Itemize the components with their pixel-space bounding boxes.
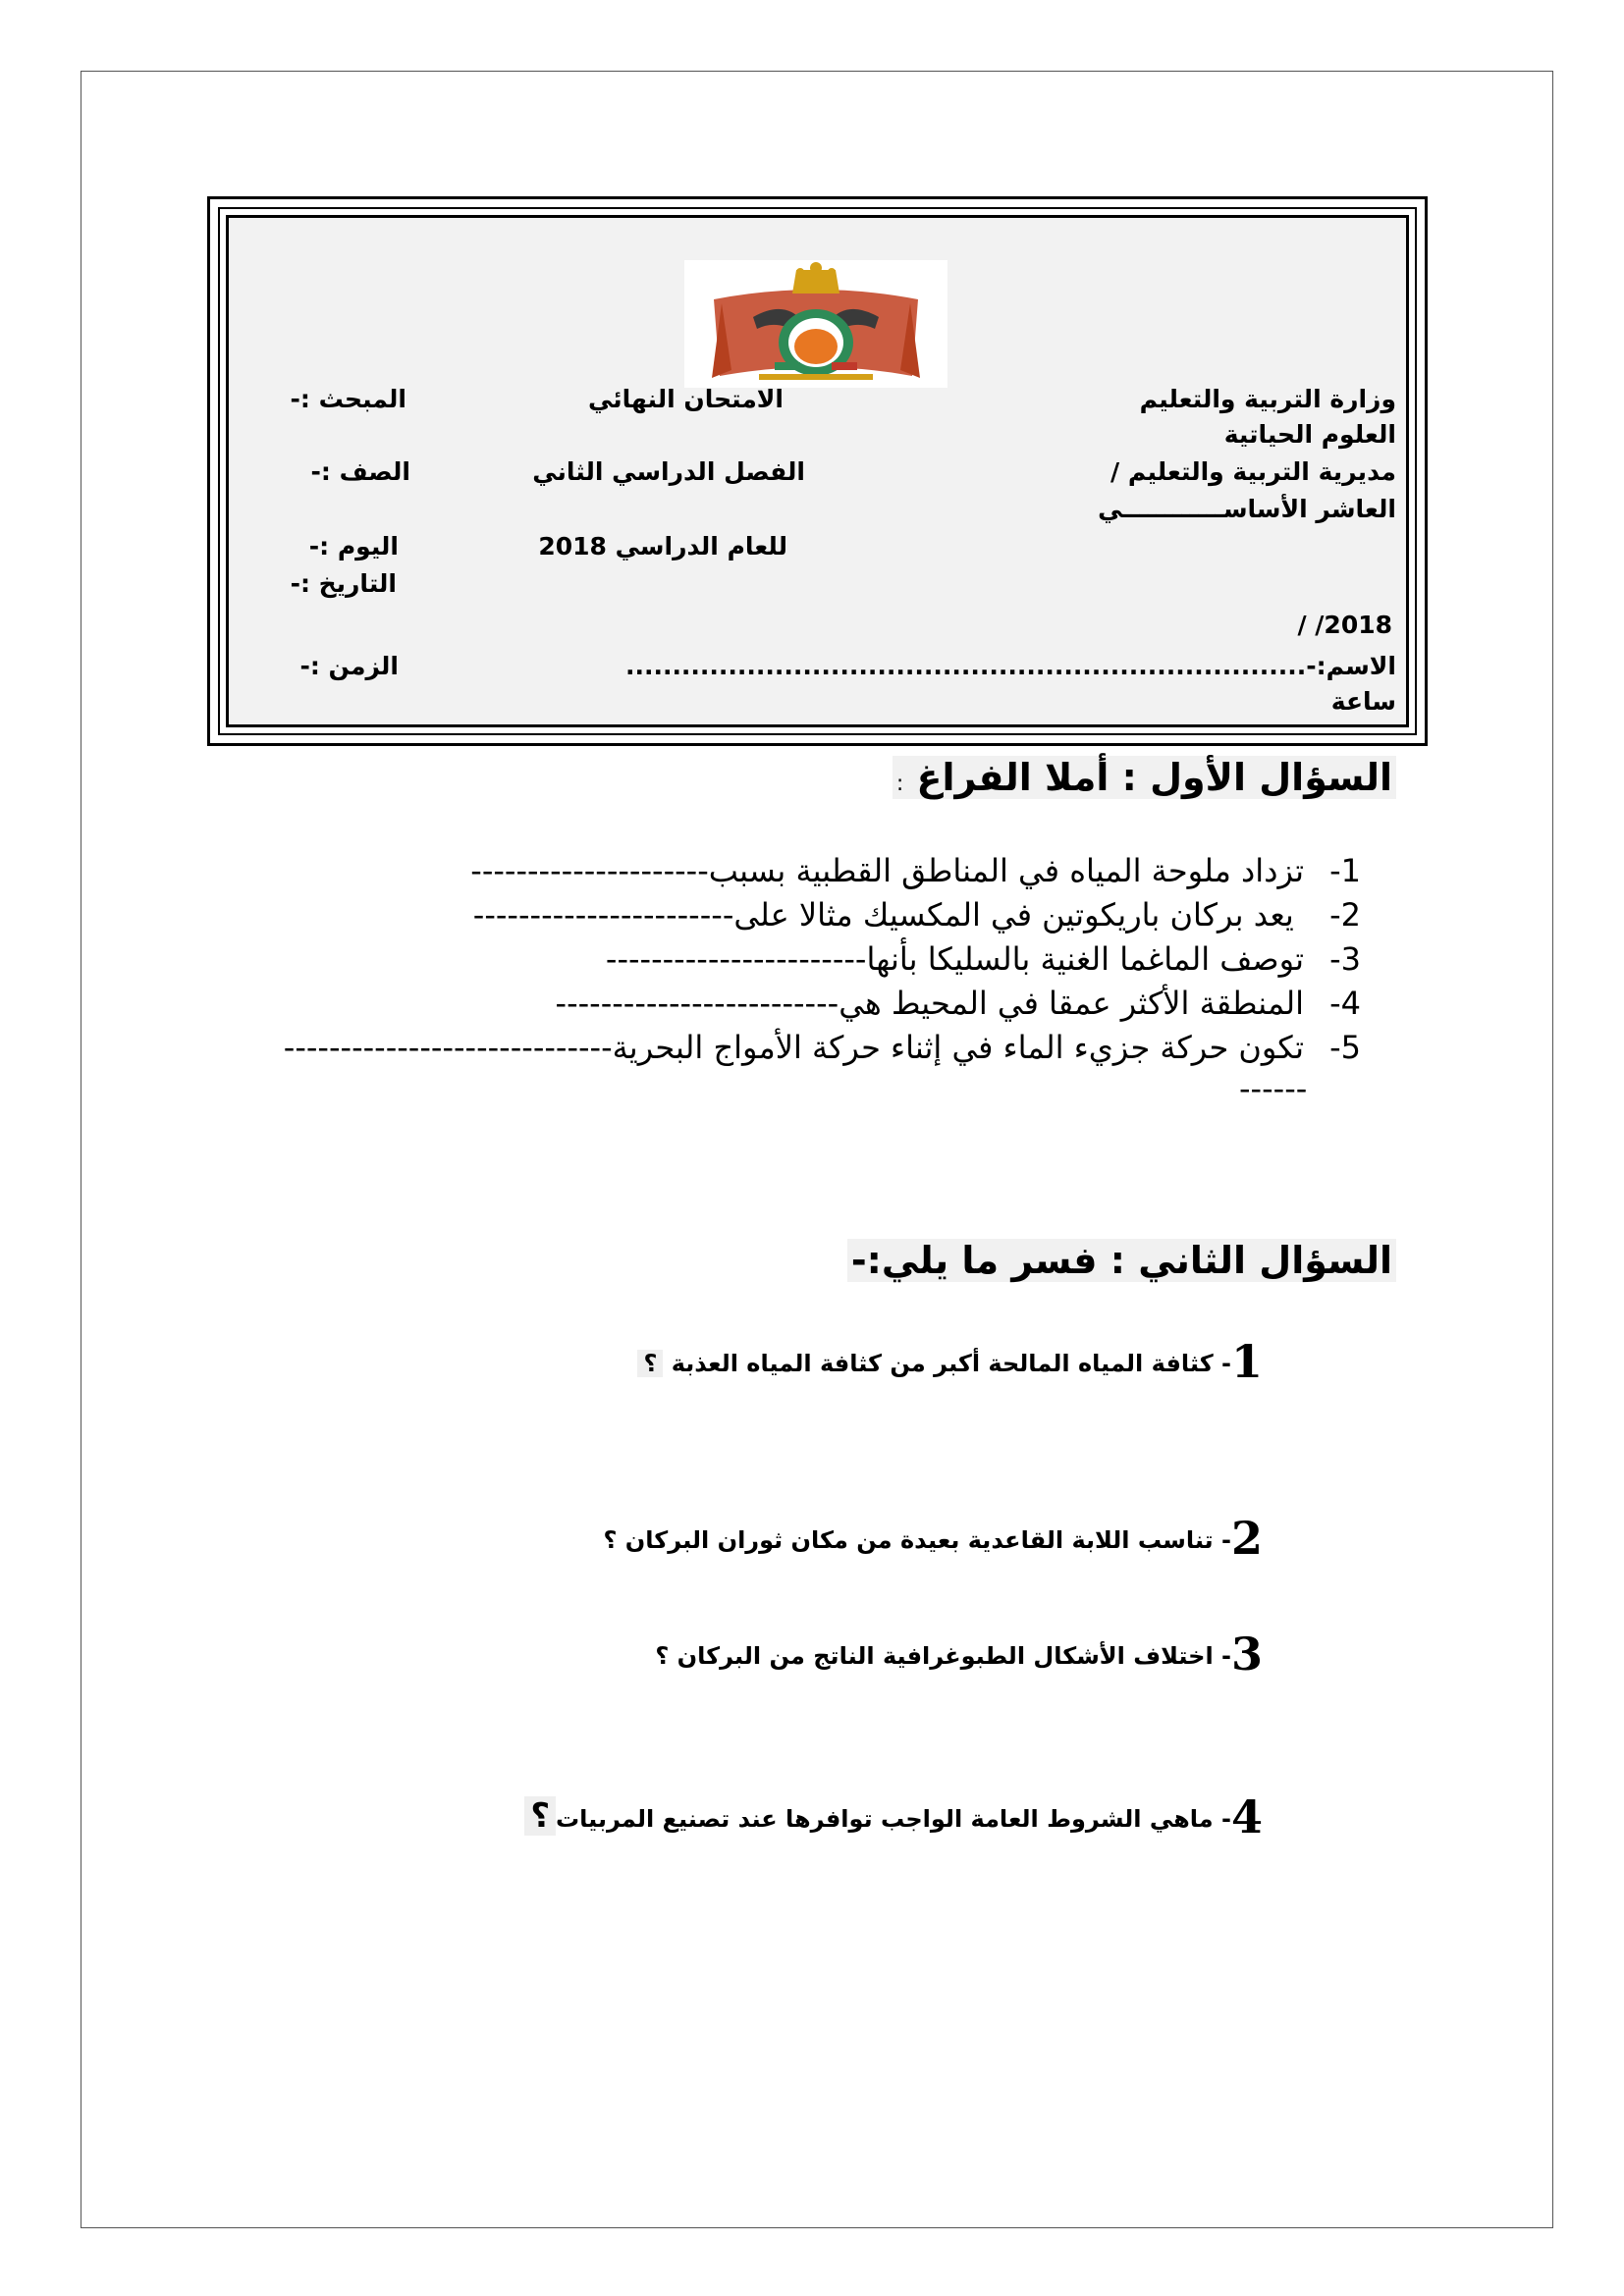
fill-item-text: تكون حركة جزيء الماء في إثناء حركة الأمواج البحرية----------------------------- bbox=[283, 1029, 1304, 1066]
fill-item-2 bbox=[473, 896, 1361, 934]
explain-item-text: - ماهي الشروط العامة الواجب توافرها عند تصنيع المربيات bbox=[556, 1805, 1231, 1833]
fill-item-5 bbox=[284, 1029, 1361, 1066]
name-field: الاسم:-......................................................................... bbox=[624, 652, 1396, 680]
explain-item-text: - تناسب اللابة القاعدية بعيدة من مكان ثوران البركان ؟ bbox=[603, 1526, 1231, 1554]
grade-name: العاشر الأساســــــــــــي bbox=[1098, 495, 1396, 523]
fill-item-number: 2- bbox=[1329, 896, 1361, 934]
fill-item-text: المنطقة الأكثر عمقا في المحيط هي------------------------- bbox=[555, 985, 1304, 1022]
question2-title: السؤال الثاني : فسر ما يلي:- bbox=[847, 1239, 1396, 1282]
fill-item-number: 4- bbox=[1329, 985, 1361, 1022]
explain-item-number: 1 bbox=[1230, 1335, 1263, 1388]
explain-item-text: - كثافة المياه المالحة أكبر من كثافة المياه العذبة bbox=[663, 1350, 1231, 1377]
fill-item-5-continuation: ------ bbox=[1239, 1070, 1308, 1107]
explain-item-4 bbox=[524, 1790, 1263, 1843]
explain-item-1 bbox=[637, 1335, 1263, 1388]
class-label: الصف :- bbox=[310, 457, 410, 486]
question1-title bbox=[893, 756, 1396, 799]
fill-item-number: 1- bbox=[1329, 852, 1361, 889]
explain-item-question-mark: ؟ bbox=[637, 1350, 663, 1377]
day-label: اليوم :- bbox=[308, 532, 399, 561]
explain-item-text: - اختلاف الأشكال الطبوغرافية الناتج من البركان ؟ bbox=[655, 1642, 1231, 1670]
explain-item-number: 2 bbox=[1230, 1512, 1263, 1565]
exam-title: الامتحان النهائي bbox=[587, 385, 784, 413]
time-label: الزمن :- bbox=[299, 652, 399, 680]
fill-item-number: 5- bbox=[1329, 1029, 1361, 1066]
question1-title-text: السؤال الأول : أملا الفراغ bbox=[916, 756, 1392, 799]
fill-item-text: يعد بركان باريكوتين في المكسيك مثالا على----------------------- bbox=[472, 896, 1304, 934]
ministry-label: وزارة التربية والتعليم bbox=[1139, 385, 1396, 413]
fill-item-text: توصف الماغما الغنية بالسليكا بأنها----------------------- bbox=[605, 940, 1304, 978]
fill-item-text: تزداد ملوحة المياه في المناطق القطبية بسبب--------------------- bbox=[470, 852, 1304, 889]
subject-name: العلوم الحياتية bbox=[1223, 420, 1396, 449]
fill-item-3 bbox=[606, 940, 1361, 978]
date-value: / /2018 bbox=[1297, 611, 1392, 639]
crest-icon bbox=[684, 260, 947, 388]
question1-title-colon: : bbox=[895, 772, 904, 796]
date-label: التاريخ :- bbox=[290, 569, 397, 598]
explain-item-number: 3 bbox=[1230, 1628, 1263, 1681]
explain-item-2 bbox=[604, 1512, 1263, 1565]
explain-item-question-mark: ؟ bbox=[524, 1796, 556, 1836]
fill-item-number: 3- bbox=[1329, 940, 1361, 978]
academic-year: للعام الدراسي 2018 bbox=[538, 532, 787, 561]
duration-hours: ساعة bbox=[1330, 687, 1396, 716]
semester-label: الفصل الدراسي الثاني bbox=[532, 457, 805, 486]
explain-item-3 bbox=[655, 1628, 1263, 1681]
fill-item-4 bbox=[556, 985, 1361, 1022]
fill-item-1 bbox=[470, 852, 1361, 889]
directorate-label: مديرية التربية والتعليم / bbox=[1110, 457, 1396, 486]
subject-label: المبحث :- bbox=[290, 385, 406, 413]
explain-item-number: 4 bbox=[1230, 1790, 1263, 1843]
